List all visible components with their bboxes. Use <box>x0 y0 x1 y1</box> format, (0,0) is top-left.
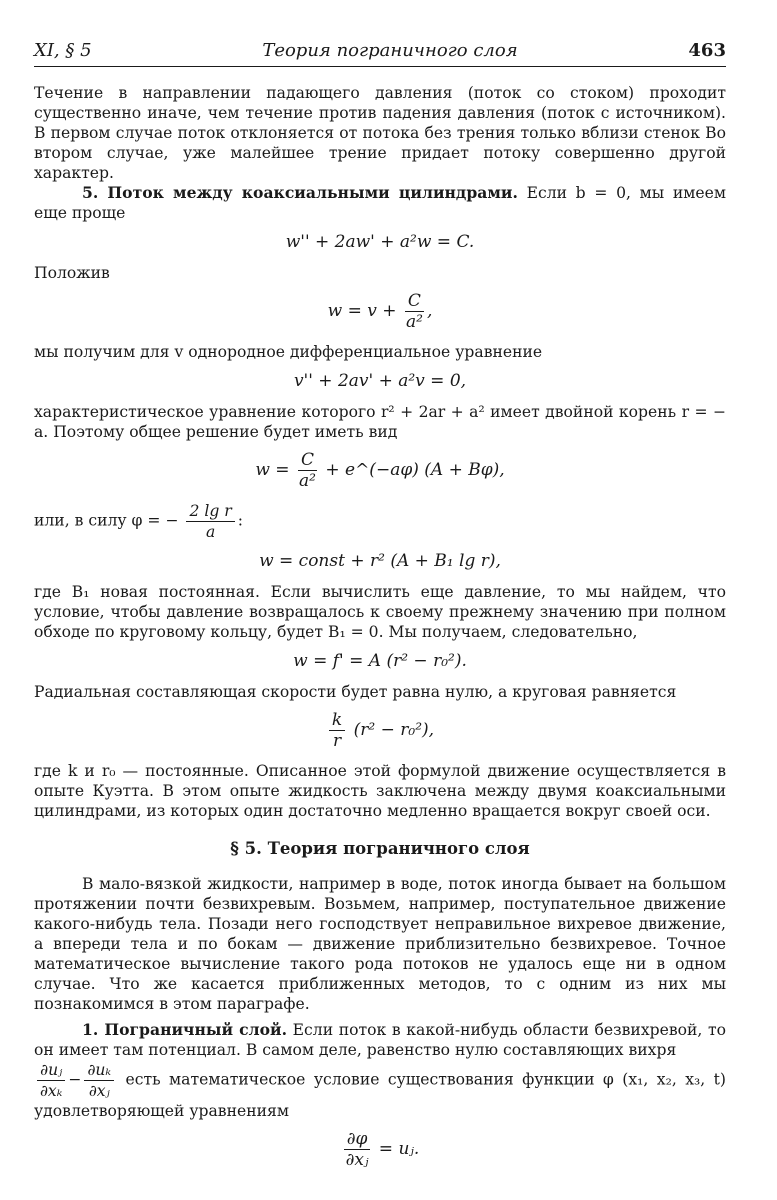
vorticity-condition-text: есть математическое условие существования функции φ (x₁, x₂, x₃, t) удовлетворяющей уравнениям <box>34 1070 726 1120</box>
fraction-denominator: ∂xₖ <box>39 1082 63 1100</box>
fraction-numerator: C <box>298 450 317 471</box>
page-number: 463 <box>688 40 726 61</box>
page <box>34 40 726 1180</box>
formula-potential-rhs: = uⱼ. <box>378 1139 420 1159</box>
subsection-title-coaxial: 5. Поток между коаксиальными цилиндрами. <box>82 183 518 202</box>
paragraph-characteristic: характеристическое уравнение которого r² + 2ar + a² имеет двойной корень r = − a. Поэтому общее решение будет иметь вид <box>34 403 726 441</box>
fraction-denominator: a <box>205 523 216 541</box>
paragraph-couette: где k и r₀ — постоянные. Описанное этой формулой движение осуществляется в опыте Куэтта. В этом опыте жидкость заключена между двумя коаксиальными цилиндрами, из которых один достаточно медленно вращается вокруг своей оси. <box>34 762 726 820</box>
fraction-numerator: ∂uⱼ <box>37 1060 65 1081</box>
subsection-title-boundary-layer: 1. Пограничный слой. <box>82 1020 288 1039</box>
fraction-dphi-dxj <box>344 1129 371 1170</box>
subsection-text-coaxial: Если b = 0, мы имеем еще проще <box>34 184 726 222</box>
paragraph-radial-component: Радиальная составляющая скорости будет равна нулю, а круговая равняется <box>34 683 677 701</box>
paragraph-low-viscosity: В мало-вязкой жидкости, например в воде, поток иногда бывает на большом протяжении почти безвихревым. Возьмем, например, поступательное движение какого-нибудь тела. Позади него господствует неправильное вихревое движение, а впереди тела и по бокам — движение приблизительно безвихревое. Точное математическое вычисление такого рода потоков не удалось еще ни в одном случае. Что же касается приближенных методов, то с одним из них мы познакомимся в этом параграфе. <box>34 875 726 1013</box>
text-polozhiv: Положив <box>34 264 110 282</box>
formula-circular-rhs: (r² − r₀²), <box>353 720 435 740</box>
fraction-numerator: ∂φ <box>344 1129 371 1150</box>
fraction-denominator: r <box>333 731 342 751</box>
formula-circular-velocity <box>34 710 726 751</box>
fraction-denominator: a² <box>405 312 423 332</box>
running-header <box>34 40 726 67</box>
paragraph-homogeneous: мы получим для v однородное дифференциальное уравнение <box>34 343 543 361</box>
subsection-text-boundary-layer: Если поток в какой-нибудь области безвихревой, то он имеет там потенциал. В самом деле, равенство нулю составляющих вихря <box>34 1021 726 1059</box>
formula-ode: w'' + 2aw' + a²w = C. <box>285 232 475 252</box>
fraction-2lgr-over-a <box>186 501 234 542</box>
formula-potential <box>34 1129 726 1170</box>
paragraph-vorticity-condition <box>34 1060 726 1121</box>
formula-const-solution: w = const + r² (A + B₁ lg r), <box>259 551 501 571</box>
header-title: Теория пограничного слоя <box>262 40 518 61</box>
paragraph-flow-direction: Течение в направлении падающего давления (поток со стоком) проходит существенно иначе, чем течение против падения давления (поток с источником). В первом случае поток отклоняется от потока без трения только вблизи стенок Во втором случае, уже малейшее трение придает потоку совершенно другой характер. <box>34 84 726 182</box>
fraction-numerator: ∂uₖ <box>84 1060 114 1081</box>
section-heading: § 5. Теория пограничного слоя <box>230 839 530 858</box>
formula-substitution: w = v + $\frac{C}{\text{a²}}$ , <box>327 291 433 332</box>
fraction-k-over-r <box>329 710 345 751</box>
phi-substitution-text: или, в силу φ = − <box>34 511 179 530</box>
formula-homogeneous: v'' + 2av' + a²v = 0, <box>293 371 467 391</box>
formula-general-solution <box>34 450 726 491</box>
fraction-c-over-a2 <box>405 291 424 332</box>
paragraph-boundary-layer <box>34 1020 726 1060</box>
fraction-numerator: 2 lg r <box>186 501 234 522</box>
fraction-numerator: C <box>405 291 424 312</box>
fraction-denominator: a² <box>298 471 316 491</box>
formula-substitution-lhs: w = v + <box>327 301 397 321</box>
fraction-numerator: k <box>329 710 345 731</box>
formula-general-rhs: + e^(−aφ) (A + Bφ), <box>325 460 505 480</box>
fraction-denominator: ∂xⱼ <box>345 1150 369 1170</box>
fraction-denominator: ∂xⱼ <box>88 1082 110 1100</box>
fraction-duk-dxj <box>84 1060 114 1101</box>
formula-general-lhs: w = <box>255 460 290 480</box>
paragraph-new-constant: где B₁ новая постоянная. Если вычислить еще давление, то мы найдем, что условие, чтобы давление возвращалось к своему прежнему значению при полном обходе по круговому кольцу, будет B₁ = 0. Мы получаем, следовательно, <box>34 583 726 641</box>
chapter-ref: XI, § 5 <box>34 40 92 61</box>
fraction-duj-dxk <box>37 1060 65 1101</box>
paragraph-phi-substitution: или, в силу φ = − $\frac{\text{2 lg r}}{a}$ : <box>34 502 243 541</box>
paragraph-coaxial <box>34 183 726 223</box>
fraction-c-over-a2-2 <box>298 450 317 491</box>
formula-w-equals: w = f' = A (r² − r₀²). <box>293 651 467 671</box>
minus-sign: − <box>68 1070 82 1089</box>
